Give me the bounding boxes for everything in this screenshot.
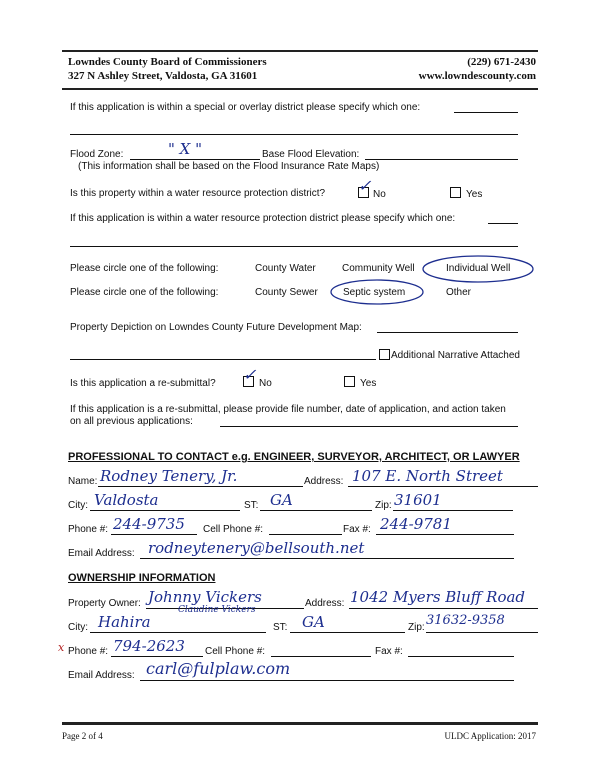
professional-name-value: Rodney Tenery, Jr. (100, 467, 238, 485)
org-name: Lowndes County Board of Commissioners (68, 56, 267, 68)
option-community-well[interactable]: Community Well (342, 263, 415, 274)
owner-zip-label: Zip: (408, 622, 425, 633)
owner-phone-value: 794-2623 (113, 637, 185, 655)
professional-cell-label: Cell Phone #: (203, 524, 264, 535)
option-other[interactable]: Other (446, 287, 472, 298)
narrative-checkbox[interactable] (379, 349, 390, 360)
professional-city-label: City: (68, 500, 88, 511)
owner-address-field[interactable] (349, 608, 538, 609)
option-septic-system[interactable]: Septic system (343, 287, 406, 298)
option-county-water[interactable]: County Water (255, 263, 316, 274)
owner-phone-label: Phone #: (68, 646, 109, 657)
professional-zip-value: 31601 (394, 491, 442, 509)
professional-email-value: rodneytenery@bellsouth.net (148, 539, 365, 557)
special-district-field[interactable] (454, 112, 518, 113)
professional-fax-value: 244-9781 (380, 515, 452, 533)
owner-city-label: City: (68, 622, 88, 633)
professional-heading: PROFESSIONAL TO CONTACT e.g. ENGINEER, SURVEYOR, ARCHITECT, OR LAWYER (68, 451, 520, 463)
water-district-check-mark: ✓ (358, 176, 372, 195)
professional-cell-field[interactable] (269, 534, 342, 535)
professional-fax-field[interactable] (376, 534, 514, 535)
flood-zone-field[interactable] (130, 159, 260, 160)
professional-address-field[interactable] (348, 486, 538, 487)
water-district-no-label: No (373, 189, 386, 200)
water-district-question: Is this property within a water resource protection district? (70, 188, 326, 199)
footer-rule (62, 722, 538, 725)
professional-st-value: GA (270, 491, 293, 509)
ownership-heading: OWNERSHIP INFORMATION (68, 572, 216, 584)
margin-x-mark: x (58, 641, 65, 654)
professional-st-label: ST: (244, 500, 259, 511)
narrative-label: Additional Narrative Attached (391, 350, 520, 361)
septic-system-circle (328, 276, 428, 308)
professional-email-label: Email Address: (68, 548, 135, 559)
sewer-label: Please circle one of the following: (70, 287, 219, 298)
owner-fax-field[interactable] (408, 656, 514, 657)
professional-city-field[interactable] (90, 510, 240, 511)
option-individual-well[interactable]: Individual Well (446, 263, 511, 274)
resubmittal-info-line-2: on all previous applications: (70, 416, 193, 427)
flood-note: (This information shall be based on the Flood Insurance Rate Maps) (78, 161, 380, 172)
owner-name-value: Johnny Vickers (148, 588, 262, 606)
owner-name-value-2: Claudine Vickers (178, 605, 256, 615)
resubmittal-info-line-1: If this application is a re-submittal, please provide file number, date of application, and action taken (70, 404, 506, 415)
individual-well-circle (420, 250, 538, 286)
future-map-question: Property Depiction on Lowndes County Future Development Map: (70, 322, 362, 333)
professional-city-value: Valdosta (94, 491, 159, 509)
footer-page: Page 2 of 4 (62, 731, 103, 741)
resubmittal-check-mark: ✓ (243, 365, 257, 384)
org-address: 327 N Ashley Street, Valdosta, GA 31601 (68, 70, 258, 82)
special-district-question: If this application is within a special or overlay district please specify which one: (70, 102, 421, 113)
owner-phone-field[interactable] (111, 656, 203, 657)
future-map-line-2[interactable] (70, 359, 376, 360)
owner-address-label: Address: (305, 598, 345, 609)
professional-name-label: Name: (68, 476, 98, 487)
resubmittal-yes-checkbox[interactable] (344, 376, 355, 387)
owner-fax-label: Fax #: (375, 646, 403, 657)
resubmittal-question: Is this application a re-submittal? (70, 378, 216, 389)
professional-fax-label: Fax #: (343, 524, 371, 535)
owner-email-value: carl@fulplaw.com (146, 659, 291, 678)
professional-address-label: Address: (304, 476, 344, 487)
future-map-field[interactable] (377, 332, 518, 333)
owner-address-value: 1042 Myers Bluff Road (350, 588, 526, 606)
resubmittal-info-field[interactable] (220, 426, 518, 427)
resubmittal-yes-label: Yes (360, 378, 377, 389)
water-source-label: Please circle one of the following: (70, 263, 219, 274)
water-district-yes-label: Yes (466, 189, 483, 200)
water-district-specify-line-2[interactable] (70, 246, 518, 247)
owner-st-value: GA (302, 613, 325, 631)
owner-city-value: Hahira (98, 613, 151, 631)
water-district-yes-checkbox[interactable] (450, 187, 461, 198)
professional-zip-label: Zip: (375, 500, 392, 511)
footer-doc: ULDC Application: 2017 (444, 731, 536, 741)
resubmittal-no-label: No (259, 378, 272, 389)
owner-email-field[interactable] (140, 680, 514, 681)
option-county-sewer[interactable]: County Sewer (255, 287, 318, 298)
owner-email-label: Email Address: (68, 670, 135, 681)
owner-cell-label: Cell Phone #: (205, 646, 266, 657)
professional-st-field[interactable] (260, 510, 372, 511)
professional-phone-value: 244-9735 (113, 515, 185, 533)
owner-st-field[interactable] (290, 632, 405, 633)
owner-st-label: ST: (273, 622, 288, 633)
owner-zip-value: 31632-9358 (426, 613, 505, 628)
special-district-line-2[interactable] (70, 134, 518, 135)
base-flood-label: Base Flood Elevation: (262, 149, 360, 160)
owner-name-label: Property Owner: (68, 598, 141, 609)
professional-zip-field[interactable] (393, 510, 513, 511)
owner-cell-field[interactable] (271, 656, 371, 657)
owner-city-field[interactable] (90, 632, 266, 633)
professional-phone-field[interactable] (111, 534, 197, 535)
org-phone: (229) 671-2430 (467, 56, 536, 68)
professional-phone-label: Phone #: (68, 524, 109, 535)
professional-name-field[interactable] (98, 486, 303, 487)
water-district-specify-field[interactable] (488, 223, 518, 224)
professional-address-value: 107 E. North Street (352, 467, 503, 485)
flood-zone-value: " X " (168, 140, 203, 158)
water-district-specify-question: If this application is within a water resource protection district please specify which one: (70, 213, 456, 224)
flood-zone-label: Flood Zone: (70, 149, 124, 160)
professional-email-field[interactable] (140, 558, 514, 559)
org-website: www.lowndescounty.com (418, 70, 536, 82)
base-flood-field[interactable] (365, 159, 518, 160)
owner-zip-field[interactable] (426, 632, 538, 633)
